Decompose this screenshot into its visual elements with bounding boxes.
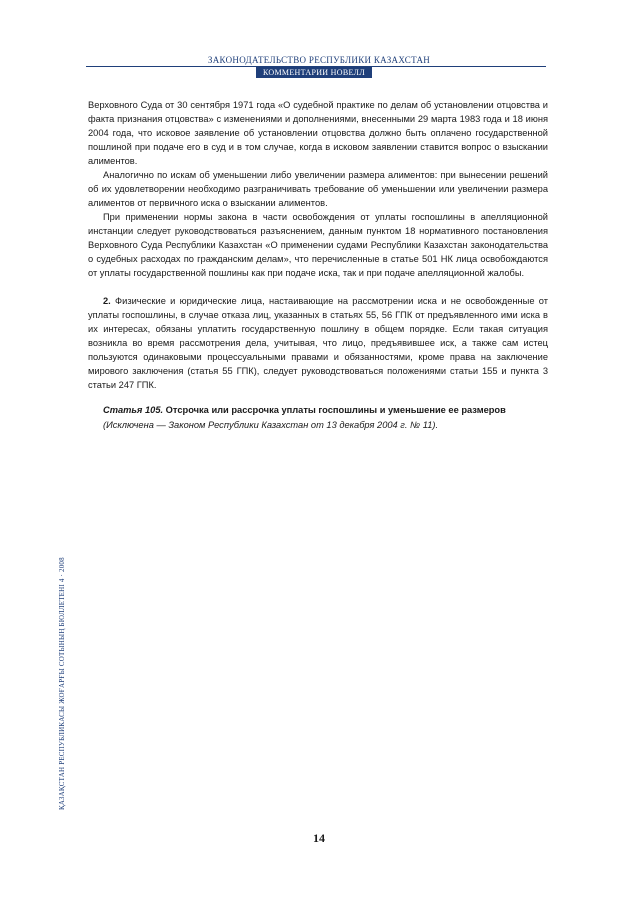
paragraph-2: Аналогично по искам об уменьшении либо увеличении размера алиментов: при вынесении решений об их удовлетворении необходимо разграничивать требование об уменьшении или увеличении размера алиментов от первичного иска о взыскании алиментов.: [88, 170, 548, 208]
paragraph-1: Верховного Суда от 30 сентября 1971 года «О судебной практике по делам об установлении отцовства и факта признания отцовства» с изменениями и дополнениями, внесенными 29 марта 1983 года и 18 июня 2004 года, что исковое заявление об установлении отцовства должно быть оплачено государственной пошлиной при подаче его в суд и в том случае, когда в исковом заявлении ставится вопрос о взыскании алиментов.: [88, 100, 548, 166]
body-text: [88, 98, 548, 392]
sidebar-journal-title: ҚАЗАҚСТАН РЕСПУБЛИКАСЫ ЖОҒАРҒЫ СОТЫНЫҢ БЮЛЛЕТЕНІ 4 · 2008: [58, 557, 66, 810]
paragraph-4-text: Физические и юридические лица, настаивающие на рассмотрении иска и не освобожденные от уплаты госпошлины, в случае отказа лиц, указанных в статьях 55, 56 ГПК от предъявленного ими иска в их интересах, обязаны уплатить государственную пошлину в общем порядке. Если такая ситуация возникла во время рассмотрения дела, учитывая, что лицо, предъявившее иск, а также сам истец пользуются одинаковыми процессуальными правами и обязанностями, кроме права на заключение мирового заключения (статья 55 ГПК), следует руководствоваться положениями статьи 155 и пункта 3 статьи 247 ГПК.: [88, 296, 548, 390]
paragraph-4: [88, 294, 548, 392]
header-title: ЗАКОНОДАТЕЛЬСТВО РЕСПУБЛИКИ КАЗАХСТАН: [207, 55, 431, 65]
article-note: (Исключена — Законом Республики Казахстан от 13 декабря 2004 г. № 11).: [103, 420, 439, 430]
article-title: Отсрочка или рассрочка уплаты госпошлины и уменьшение ее размеров: [163, 405, 506, 415]
article-block: [103, 403, 548, 433]
paragraph-3: При применении нормы закона в части освобождения от уплаты госпошлины в апелляционной инстанции следует руководствоваться разъяснением, данным пунктом 18 нормативного постановления Верховного Суда Республики Казахстан «О применении судами Республики Казахстан законодательства о судебных расходах по гражданским делам», что перечисленные в статье 501 НК лица освобождаются от уплаты государственной пошлины как при подаче иска, так и при подаче апелляционной жалобы.: [88, 212, 548, 278]
page-number: 14: [313, 831, 325, 845]
item-number: 2.: [103, 296, 111, 306]
header-badge: КОММЕНТАРИИ НОВЕЛЛ: [256, 67, 372, 78]
article-heading: [103, 403, 548, 418]
article-label: Статья 105.: [103, 405, 164, 415]
